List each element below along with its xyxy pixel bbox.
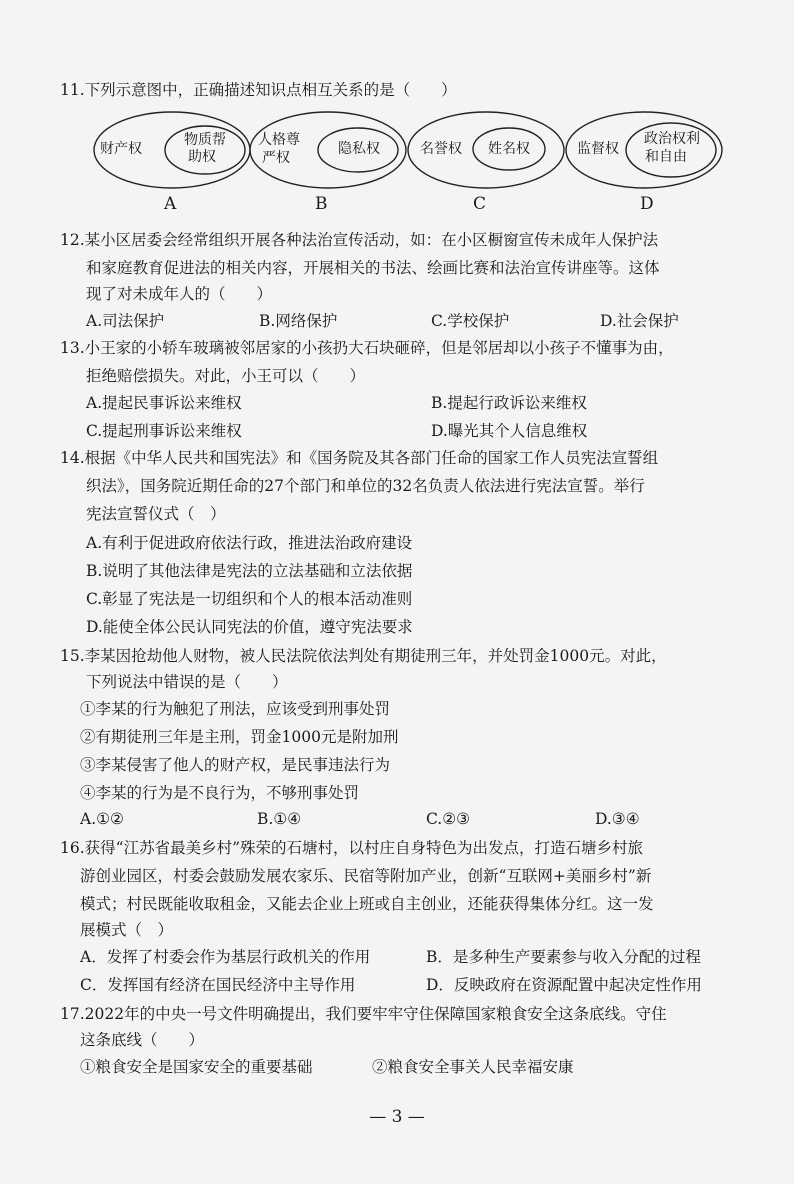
q13-line-1: 13.小王家的小轿车玻璃被邻居家的小孩扔大石块砸碎，但是邻居却以小孩子不懂事为由， [60,339,674,357]
q15-line-1: 15.李某因抢劫他人财物，被人民法院依法判处有期徒刑三年，并处罚金1000元。对此， [60,647,667,665]
q16-line-1: 16.获得“江苏省最美乡村”殊荣的石塘村，以村庄自身特色为出发点，打造石塘乡村旅 [60,839,644,857]
venn-diagram-a [92,110,252,190]
q16-option-a: A．发挥了村委会作为基层行政机关的作用 [80,948,371,966]
venn-diagram-d [564,110,724,190]
q16-line-3: 模式；村民既能收取租金，又能去企业上班或自主创业，还能获得集体分红。这一发 [80,895,654,913]
venn-d-inner-label-1: 政治权利 [644,131,700,147]
q16-line-4: 展模式（ ） [80,921,174,939]
q12-option-c: C.学校保护 [431,312,510,330]
q14-option-a: A.有利于促进政府依法行政，推进法治政府建设 [86,534,413,552]
venn-b-inner-label: 隐私权 [338,141,380,157]
q15-statement-4: ④李某的行为是不良行为，不够刑事处罚 [80,784,360,802]
venn-letter-d: D [640,194,654,214]
q15-option-a: A.①② [80,810,124,828]
q15-option-d: D.③④ [595,810,640,828]
q13-line-2: 拒绝赔偿损失。对此，小王可以（ ） [86,367,366,385]
q15-statement-3: ③李某侵害了他人的财产权，是民事违法行为 [80,756,391,774]
venn-letter-b: B [315,194,328,214]
q11-diagrams [86,110,786,220]
q14-option-c: C.彰显了宪法是一切组织和个人的根本活动准则 [86,590,413,608]
q17-line-2: 这条底线（ ） [80,1031,205,1049]
q17-statement-2: ②粮食安全事关人民幸福安康 [372,1058,574,1076]
venn-diagram-b [248,110,408,190]
q11-stem: 11.下列示意图中，正确描述知识点相互关系的是（ ） [60,81,457,99]
venn-c-outer-label: 名誉权 [420,141,462,157]
q17-line-1: 17.2022年的中央一号文件明确提出，我们要牢牢守住保障国家粮食安全这条底线。守住 [60,1005,667,1023]
q14-line-1: 14.根据《中华人民共和国宪法》和《国务院及其各部门任命的国家工作人员宪法宣誓组 [60,449,659,467]
q15-option-b: B.①④ [257,810,302,828]
venn-b-outer-label-2: 严权 [262,150,290,166]
q12-line-2: 和家庭教育促进法的相关内容，开展相关的书法、绘画比赛和法治宣传讲座等。这体 [86,259,660,277]
q16-option-b: B．是多种生产要素参与收入分配的过程 [426,948,701,966]
venn-a-outer-label: 财产权 [100,141,142,157]
q14-option-b: B.说明了其他法律是宪法的立法基础和立法依据 [86,562,413,580]
venn-d-inner-label-2: 和自由 [645,149,687,165]
q15-statement-2: ②有期徒刑三年是主刑，罚金1000元是附加刑 [80,728,399,746]
venn-d-outer-label: 监督权 [577,141,619,157]
q14-line-2: 织法》，国务院近期任命的27个部门和单位的32名负责人依法进行宪法宣誓。举行 [86,477,645,495]
q16-option-d: D．反映政府在资源配置中起决定性作用 [426,976,702,994]
venn-letter-c: C [473,194,487,214]
venn-c-inner-label: 姓名权 [488,141,530,157]
venn-diagram-c [406,110,566,190]
q14-line-3: 宪法宣誓仪式（ ） [86,505,226,523]
q17-statement-1: ①粮食安全是国家安全的重要基础 [80,1058,313,1076]
venn-a-inner-label-2: 助权 [188,149,216,165]
q12-option-d: D.社会保护 [600,312,679,330]
q12-line-1: 12.某小区居委会经常组织开展各种法治宣传活动，如：在小区橱窗宣传未成年人保护法 [60,231,659,249]
q13-option-b: B.提起行政诉讼来维权 [431,394,587,412]
q15-statement-1: ①李某的行为触犯了刑法，应该受到刑事处罚 [80,700,391,718]
page-number: — 3 — [369,1107,425,1127]
q15-line-2: 下列说法中错误的是（ ） [86,673,288,691]
venn-a-inner-label-1: 物质帮 [184,132,226,148]
q12-option-b: B.网络保护 [259,312,338,330]
q13-option-d: D.曝光其个人信息维权 [431,422,588,440]
venn-b-outer-label-1: 人格尊 [258,132,300,148]
venn-letter-a: A [164,194,177,214]
q12-line-3: 现了对未成年人的（ ） [86,285,273,303]
q16-line-2: 游创业园区，村委会鼓励发展农家乐、民宿等附加产业，创新“互联网+美丽乡村”新 [80,867,652,885]
q13-option-a: A.提起民事诉讼来维权 [86,394,242,412]
q14-option-d: D.能使全体公民认同宪法的价值，遵守宪法要求 [86,618,413,636]
q16-option-c: C．发挥国有经济在国民经济中主导作用 [80,976,356,994]
q15-option-c: C.②③ [426,810,471,828]
q12-option-a: A.司法保护 [86,312,165,330]
q13-option-c: C.提起刑事诉讼来维权 [86,422,242,440]
